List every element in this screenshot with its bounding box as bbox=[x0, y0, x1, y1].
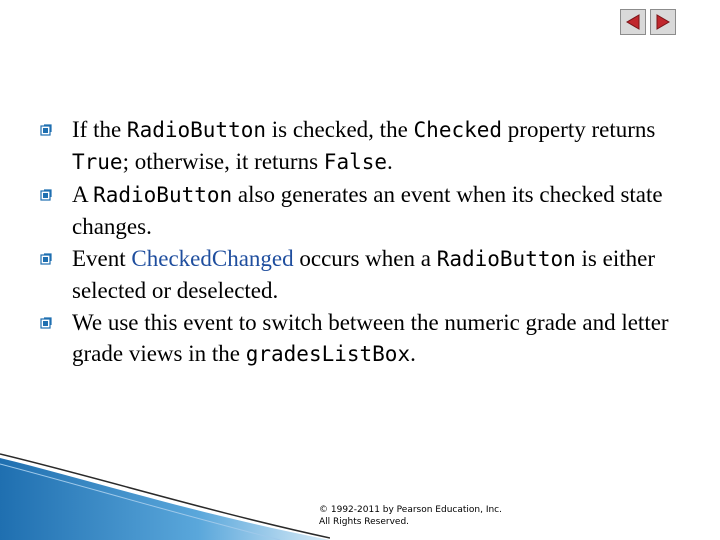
bullet-text: If the bbox=[72, 117, 127, 142]
copyright-line-1: © 1992-2011 by Pearson Education, Inc. bbox=[319, 505, 502, 515]
code-term: gradesListBox bbox=[245, 342, 411, 366]
bullet-text: . bbox=[410, 341, 416, 366]
next-slide-button[interactable] bbox=[650, 9, 676, 35]
bullet-item bbox=[40, 114, 700, 178]
left-triangle-icon bbox=[624, 13, 642, 31]
code-term: Checked bbox=[413, 118, 503, 142]
bullet-text: ; otherwise, it returns bbox=[122, 149, 324, 174]
bullet-icon bbox=[40, 189, 52, 201]
bullet-text: also generates an event when its checked state changes. bbox=[72, 182, 663, 239]
event-name: CheckedChanged bbox=[131, 246, 294, 271]
bullet-icon bbox=[40, 253, 52, 265]
previous-slide-button[interactable] bbox=[620, 9, 646, 35]
bullet-text: . bbox=[387, 149, 393, 174]
code-term: RadioButton bbox=[93, 183, 233, 207]
slide-navigation bbox=[620, 9, 676, 35]
bullet-text: We use this event to switch between the numeric grade and letter grade views in the bbox=[72, 310, 669, 366]
bullet-item bbox=[40, 307, 700, 370]
bullet-text: is checked, the bbox=[266, 117, 414, 142]
bullet-list bbox=[40, 114, 700, 371]
bullet-icon bbox=[40, 317, 52, 329]
code-term: RadioButton bbox=[436, 247, 576, 271]
bullet-item bbox=[40, 243, 700, 306]
bullet-text: is either selected or deselected. bbox=[72, 246, 655, 303]
right-triangle-icon bbox=[654, 13, 672, 31]
bullet-item bbox=[40, 179, 700, 242]
code-term: False bbox=[323, 150, 388, 174]
bullet-text: occurs when a bbox=[293, 246, 437, 271]
copyright-line-2: All Rights Reserved. bbox=[319, 517, 410, 527]
bullet-text: Event bbox=[72, 246, 132, 271]
code-term: True bbox=[72, 150, 123, 174]
bullet-icon bbox=[40, 124, 52, 136]
copyright-notice bbox=[319, 504, 502, 528]
bullet-text: A bbox=[72, 182, 94, 207]
decorative-swoosh bbox=[0, 440, 330, 540]
code-term: RadioButton bbox=[126, 118, 266, 142]
bullet-text: property returns bbox=[502, 117, 656, 142]
